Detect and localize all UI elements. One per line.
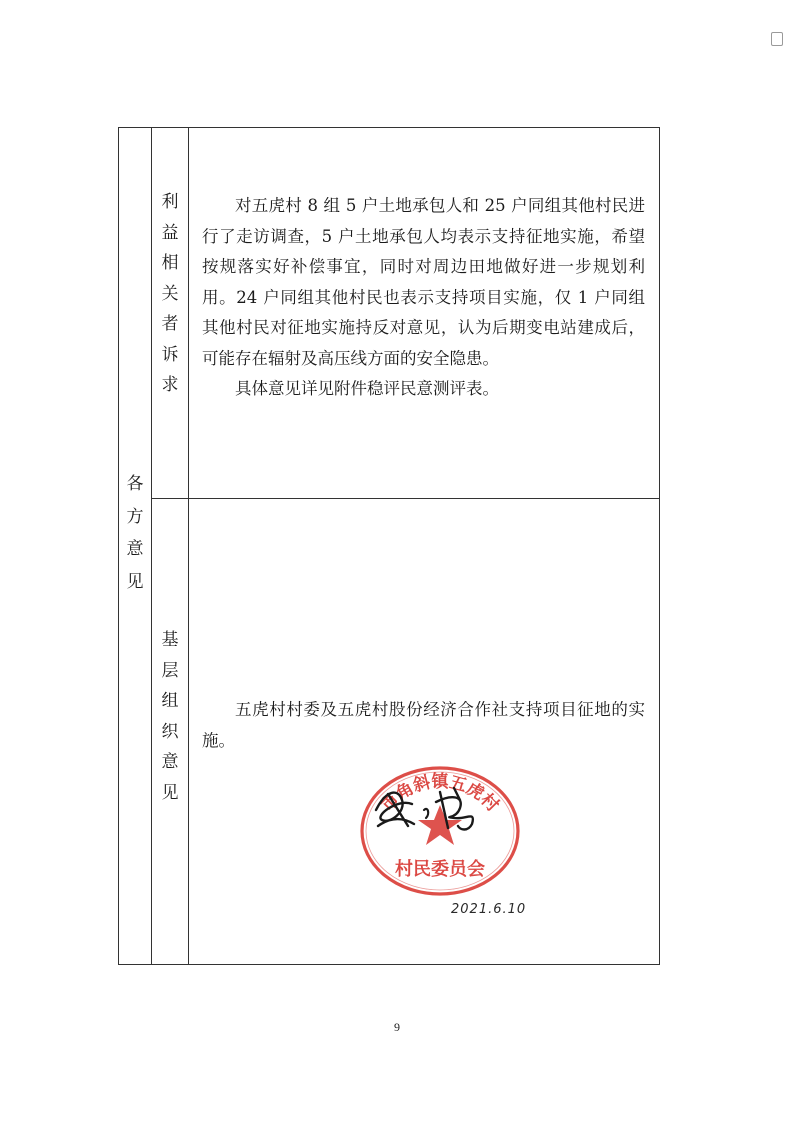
grassroots-paragraph: 五虎村村委及五虎村股份经济合作社支持项目征地的实施。 <box>202 700 645 750</box>
handwritten-signature <box>368 780 496 838</box>
grassroots-label: 基 层 组 织 意 见 <box>161 630 179 803</box>
handwritten-date: 2021.6.10 <box>451 902 527 917</box>
seal-top-text: 市角斜镇五虎村 <box>377 772 503 816</box>
section-label: 各 方 意 见 <box>126 474 144 592</box>
stakeholder-content <box>202 191 645 405</box>
opinion-form-table <box>118 127 660 965</box>
grassroots-opinion-row <box>152 499 659 964</box>
scan-corner-mark <box>771 32 783 46</box>
page-number: 9 <box>394 1020 400 1034</box>
section-label-cell <box>119 128 152 964</box>
stakeholder-label: 利 益 相 关 者 诉 求 <box>161 192 179 395</box>
grassroots-label-cell <box>152 499 189 964</box>
stakeholder-paragraph: 对五虎村 8 组 5 户土地承包人和 25 户同组其他村民进行了走访调查，5 户土地承包人均表示支持征地实施，希望按规落实好补偿事宜，同时对周边田地做好进一步规划利用。24 户同组其他村民也表示支持项目实施，仅 1 户同组其他村民对征地实施持反对意见，认为后期变电站建成后，可能存在辐射及高压线方面的安全隐患。 <box>202 196 645 368</box>
seal-bottom-text: 村民委员会 <box>395 859 485 880</box>
stakeholder-demands-row <box>152 128 659 499</box>
grassroots-content <box>202 695 645 756</box>
stakeholder-label-cell <box>152 128 189 498</box>
stakeholder-paragraph: 具体意见详见附件稳评民意测评表。 <box>235 379 499 398</box>
